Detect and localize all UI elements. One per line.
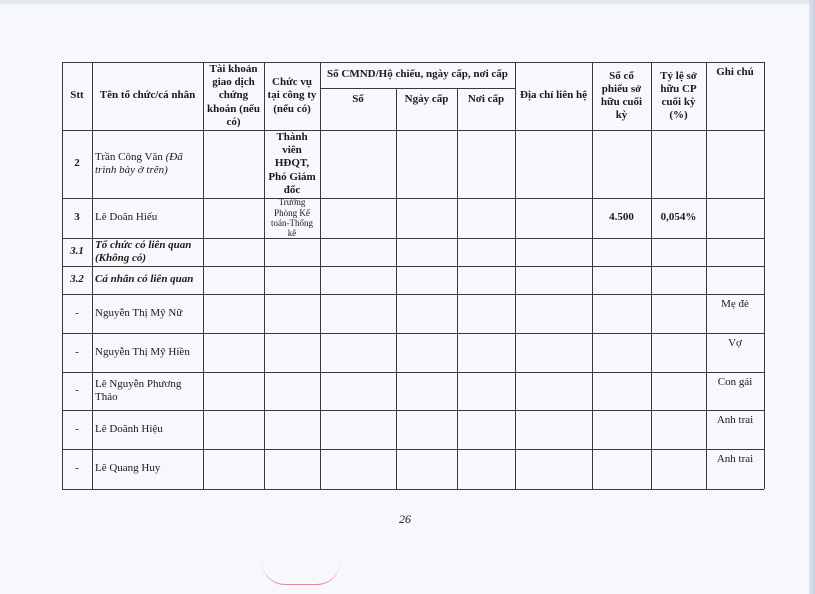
row-note: Anh trai [716,414,754,426]
table-border-bottom [62,489,764,490]
row-name: Nguyễn Thị Mỹ Hiền [95,345,190,358]
row-stt: 3 [74,211,80,224]
red-stamp-mark [262,562,340,585]
row-note: Mẹ đẻ [721,298,749,310]
col-line [396,88,397,489]
row-name: Tổ chức có liên quan (Không có) [95,238,192,264]
header-address: Địa chỉ liên hệ [520,89,587,102]
row-name: Lê Doãn Hiếu [95,211,158,224]
header-ratio: Tỷ lệ sở hữu CP cuối kỳ (%) [660,69,697,122]
row-stt: - [75,384,79,397]
header-name: Tên tổ chức/cá nhân [99,89,196,102]
header-account: Tài khoản giao dịch chứng khoán (nếu có) [207,63,260,128]
page-number: 26 [399,512,411,526]
row-name: Trần Công Văn [95,150,163,163]
row-shares: 4.500 [609,211,634,224]
row-name-cell [92,130,203,198]
row-stt: 3.1 [70,245,84,258]
row-position: Trưởng Phòng Kế toán-Thống kê [271,197,313,239]
row-stt: 2 [74,157,80,170]
header-note: Ghi chú [716,66,754,78]
header-issue-place: Nơi cấp [467,93,505,106]
row-note: Vợ [728,337,742,349]
row-stt: - [75,462,79,475]
row-note: Con gái [717,376,753,388]
row-stt: - [75,422,79,435]
col-line [457,88,458,489]
header-issue-date: Ngày cấp [404,93,449,106]
row-stt: 3.2 [70,273,84,286]
header-id-group: Số CMND/Hộ chiếu, ngày cấp, nơi cấp [327,68,508,81]
row-name: Lê Doãnh Hiệu [95,422,163,435]
row-name: Nguyễn Thị Mỹ Nữ [95,306,183,319]
row-name: Lê Quang Huy [95,462,161,475]
row-note: Anh trai [716,453,754,465]
header-id-number: Số [352,93,364,106]
row-position: Thành viên HĐQT, Phó Giám đốc [268,131,316,196]
header-stt: Stt [70,89,84,102]
col-line [320,62,321,489]
row-name: Cá nhân có liên quan [95,273,194,286]
row-ratio: 0,054% [660,211,697,224]
header-position: Chức vụ tại công ty (nếu có) [267,76,317,115]
row-name: Lê Nguyễn Phương Thảo [95,377,182,403]
row-stt: - [75,306,79,319]
header-shares: Số cổ phiếu sở hữu cuối kỳ [600,69,643,122]
row-name-note: (Đã trình bày ở trên) [95,150,183,176]
table-border-right [764,62,765,489]
row-stt: - [75,345,79,358]
